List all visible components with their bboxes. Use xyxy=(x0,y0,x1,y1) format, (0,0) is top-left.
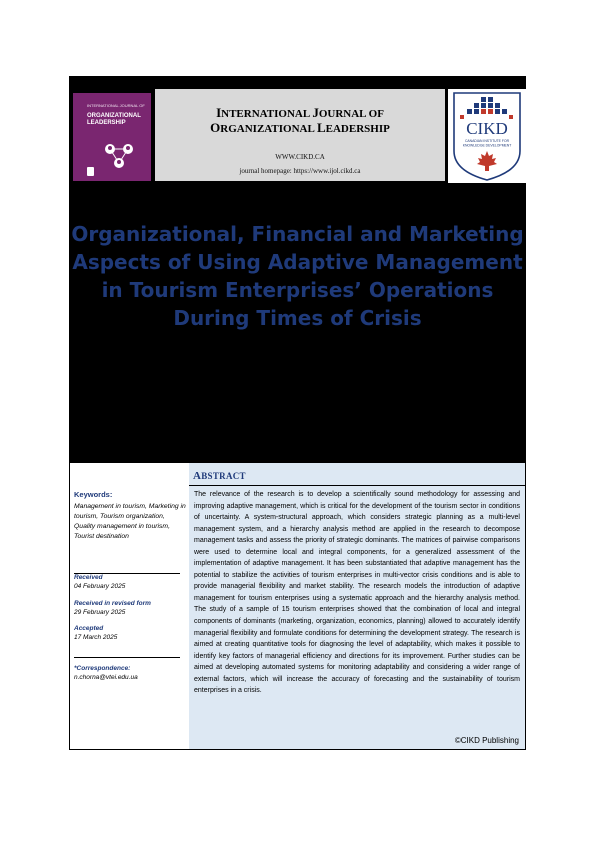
divider xyxy=(189,485,525,486)
revised-date: Received in revised form 29 February 2025 xyxy=(74,600,151,616)
abstract-panel xyxy=(189,463,526,750)
journal-url[interactable]: WWW.CIKD.CA xyxy=(275,153,325,161)
cikd-subtitle-line1: CANADIAN INSTITUTE FOR xyxy=(464,139,510,143)
keywords-label: Keywords: xyxy=(74,490,113,499)
cikd-logo xyxy=(448,89,526,183)
accepted-date: Accepted 17 March 2025 xyxy=(74,625,118,641)
cikd-name: CIKD xyxy=(466,119,508,138)
divider xyxy=(74,657,180,658)
journal-title: INTERNATIONAL JOURNAL OF ORGANIZATIONAL LEADERSHIP xyxy=(210,105,390,135)
maple-leaf-icon xyxy=(477,151,497,171)
journal-cover-thumbnail xyxy=(73,93,151,181)
abstract-text: The relevance of the research is to develop a scientifically sound methodology for assessing and improving adaptive management, which is critical for the development of the tourism sector in conditions of uncertainty. A system-structural approach, which considers strategic planning as a multi-level management system, and a hierarchy analysis method are applied in the research to decompose management tasks and assess the priority of strategic dominants. The matrices of pairwise comparisons were used to determine local and integral components, for a generalized assessment of the implementation of adaptive management. It has been substantiated that adaptive management has the potential to stabilize the activities of tourism enterprises in multi-vector crisis conditions and is able to provide managerial flexibility and market stability. The research models the introduction of adaptive management for tourism enterprises using a systematic approach and the hierarchy analysis method. The study of a sample of 15 tourism enterprises showed that the combination of local and integral components of dominants (marketing, organization, economics, planning) allowed to accurately identify managerial flexibility and formulate conditions for determining the development strategy. The research is aimed at creating quantitative tools for diagnosing the level of adaptability, which makes it possible to identify key factors of managerial efficiency and directions for its improvement. Further studies can be aimed at developing automated systems for monitoring adaptability and considering a wider range of external factors, which will increase the accuracy of forecasting and the sustainability of tourism enterprises in a crisis. xyxy=(194,491,520,695)
keywords-list: Management in tourism, Marketing in tourism, Tourism organization, Quality management in tourism, Tourist destination xyxy=(74,503,186,540)
cover-logo-icon xyxy=(87,167,94,176)
journal-homepage[interactable]: journal homepage: https://www.ijol.cikd.ca xyxy=(239,167,361,175)
article-info-sidebar xyxy=(69,463,190,750)
cikd-subtitle-line2: KNOWLEDGE DEVELOPMENT xyxy=(462,143,512,148)
cover-small-text: INTERNATIONAL JOURNAL OF xyxy=(87,103,145,108)
correspondence: *Correspondence: n.chorna@vtei.edu.ua xyxy=(74,665,186,681)
cover-title: ORGANIZATIONAL LEADERSHIP xyxy=(87,113,141,126)
copyright: ©CIKD Publishing xyxy=(454,736,519,745)
network-people-icon xyxy=(100,141,140,169)
received-date: Received 04 February 2025 xyxy=(74,574,126,590)
correspondence-email[interactable]: n.chorna@vtei.edu.ua xyxy=(74,674,138,681)
article-title: Organizational, Financial and Marketing Aspects of Using Adaptive Management in Tourism Enterprises’ Operations During Times of Crisis xyxy=(71,222,524,330)
journal-header xyxy=(155,89,445,181)
abstract-heading: ABSTRACT xyxy=(193,470,246,482)
